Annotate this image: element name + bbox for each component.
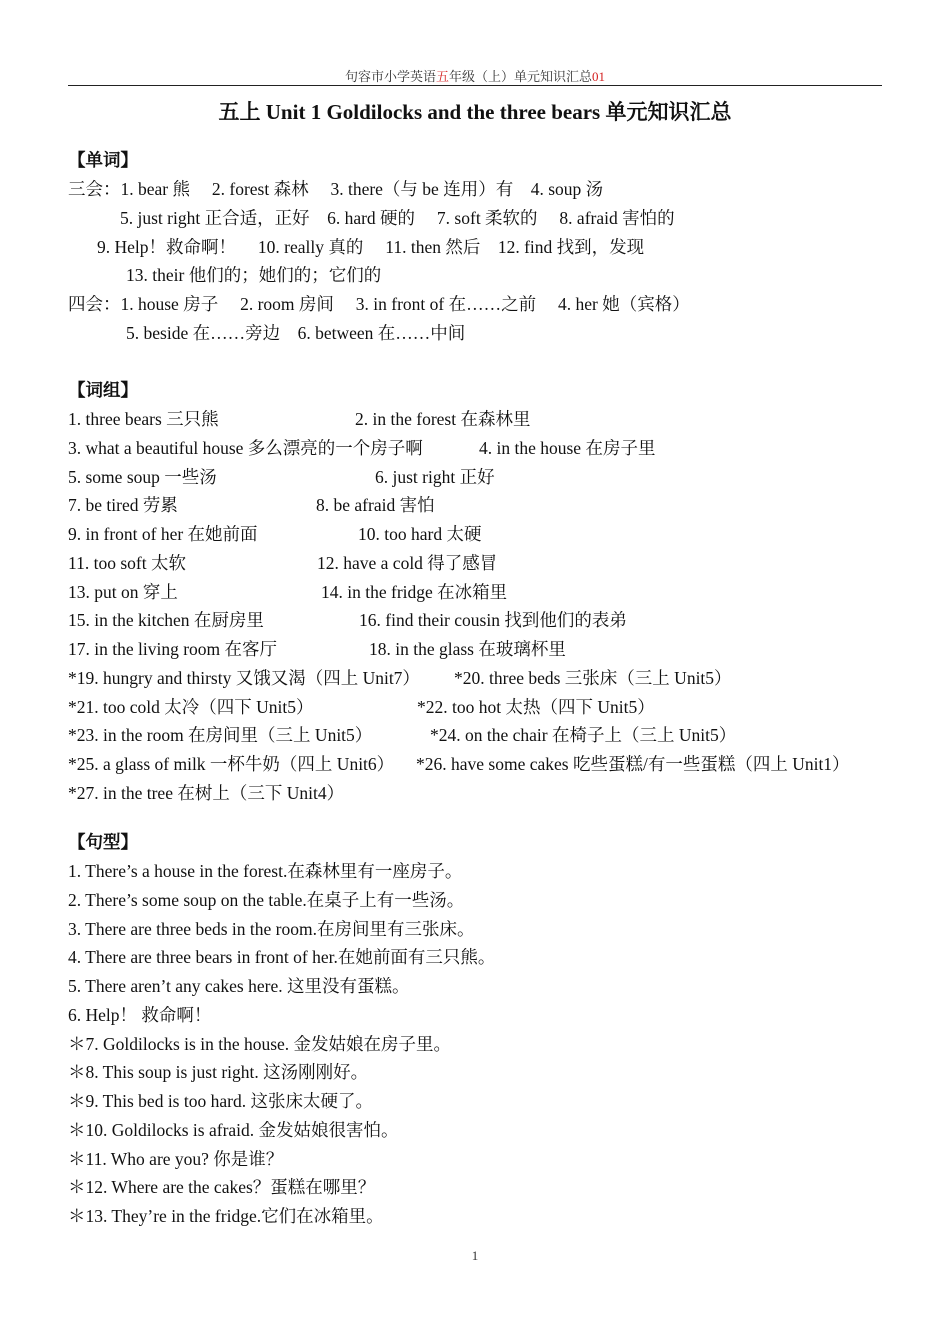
phrase-item: *26. have some cakes 吃些蛋糕/有一些蛋糕（四上 Unit1） <box>416 754 850 774</box>
sentence-item: 5. There aren’t any cakes here. 这里没有蛋糕。 <box>68 976 410 996</box>
sentence-item: 3. There are three beds in the room.在房间里有三张床。 <box>68 919 475 939</box>
sentence-item: ＊12. Where are the cakes？蛋糕在哪里？ <box>68 1177 376 1197</box>
vocab-line: 三会：1. bear 熊 2. forest 森林 3. there（与 be 连用）有 4. soup 汤 <box>68 179 604 199</box>
phrase-item: 13. put on 穿上 <box>68 582 178 602</box>
phrase-item: 4. in the house 在房子里 <box>479 438 656 458</box>
sentence-item: 2. There’s some soup on the table.在桌子上有一些汤。 <box>68 890 465 910</box>
header-grade: 五 <box>435 69 449 84</box>
header-number: 01 <box>592 69 606 84</box>
sentence-item: ＊10. Goldilocks is afraid. 金发姑娘很害怕。 <box>68 1120 399 1140</box>
page-number: 1 <box>471 1248 479 1263</box>
phrase-item: 5. some soup 一些汤 <box>68 467 217 487</box>
header-prefix: 句容市小学英语 <box>344 69 436 84</box>
vocab-line: 9. Help！救命啊！ 10. really 真的 11. then 然后 12. find 找到，发现 <box>97 237 645 257</box>
phrase-item: 11. too soft 太软 <box>68 553 186 573</box>
running-header <box>68 66 882 85</box>
header-middle: 年级（上）单元知识汇总 <box>449 69 593 84</box>
page-title: 五上 Unit 1 Goldilocks and the three bears 单元知识汇总 <box>218 100 732 124</box>
phrase-item: 10. too hard 太硬 <box>358 524 482 544</box>
phrase-item: *25. a glass of milk 一杯牛奶（四上 Unit6） <box>68 754 395 774</box>
phrase-item: 17. in the living room 在客厅 <box>68 639 278 659</box>
phrase-item: 2. in the forest 在森林里 <box>355 409 531 429</box>
sentence-item: ＊11. Who are you? 你是谁？ <box>68 1149 284 1169</box>
phrase-item: 6. just right 正好 <box>375 467 495 487</box>
sentence-item: 6. Help！ 救命啊！ <box>68 1005 212 1025</box>
phrase-item: 3. what a beautiful house 多么漂亮的一个房子啊 <box>68 438 423 458</box>
vocab-line: 5. beside 在……旁边 6. between 在……中间 <box>126 323 466 343</box>
phrase-item: 7. be tired 劳累 <box>68 495 178 515</box>
phrase-item: 8. be afraid 害怕 <box>316 495 435 515</box>
phrases-heading: 【词组】 <box>68 380 138 400</box>
vocab-line: 13. their 他们的；她们的；它们的 <box>126 265 382 285</box>
phrase-item: *20. three beds 三张床（三上 Unit5） <box>454 668 732 688</box>
phrase-item: 9. in front of her 在她前面 <box>68 524 258 544</box>
sentence-item: ＊13. They’re in the fridge.它们在冰箱里。 <box>68 1206 384 1226</box>
sentence-item: ＊8. This soup is just right. 这汤刚刚好。 <box>68 1062 369 1082</box>
phrase-item: *23. in the room 在房间里（三上 Unit5） <box>68 725 373 745</box>
vocab-line: 5. just right 正合适，正好 6. hard 硬的 7. soft 柔软的 8. afraid 害怕的 <box>120 208 675 228</box>
phrase-item: *21. too cold 太冷（四下 Unit5） <box>68 697 314 717</box>
phrase-item: *22. too hot 太热（四下 Unit5） <box>417 697 655 717</box>
sentence-item: ＊7. Goldilocks is in the house. 金发姑娘在房子里。 <box>68 1034 452 1054</box>
sentences-heading: 【句型】 <box>68 832 138 852</box>
vocab-heading: 【单词】 <box>68 150 138 170</box>
sentence-item: ＊9. This bed is too hard. 这张床太硬了。 <box>68 1091 373 1111</box>
vocab-line: 四会：1. house 房子 2. room 房间 3. in front of 在……之前 4. her 她（宾格） <box>68 294 690 314</box>
phrase-item: *19. hungry and thirsty 又饿又渴（四上 Unit7） <box>68 668 420 688</box>
phrase-item: 1. three bears 三只熊 <box>68 409 219 429</box>
phrase-item: 14. in the fridge 在冰箱里 <box>321 582 508 602</box>
phrase-item: 18. in the glass 在玻璃杯里 <box>369 639 566 659</box>
phrase-item: *24. on the chair 在椅子上（三上 Unit5） <box>430 725 737 745</box>
phrase-item: *27. in the tree 在树上（三下 Unit4） <box>68 783 345 803</box>
phrase-item: 15. in the kitchen 在厨房里 <box>68 610 264 630</box>
header-rule <box>68 85 882 86</box>
sentence-item: 4. There are three bears in front of her.在她前面有三只熊。 <box>68 947 496 967</box>
sentence-item: 1. There’s a house in the forest.在森林里有一座房子。 <box>68 861 463 881</box>
phrase-item: 12. have a cold 得了感冒 <box>317 553 498 573</box>
phrase-item: 16. find their cousin 找到他们的表弟 <box>359 610 627 630</box>
